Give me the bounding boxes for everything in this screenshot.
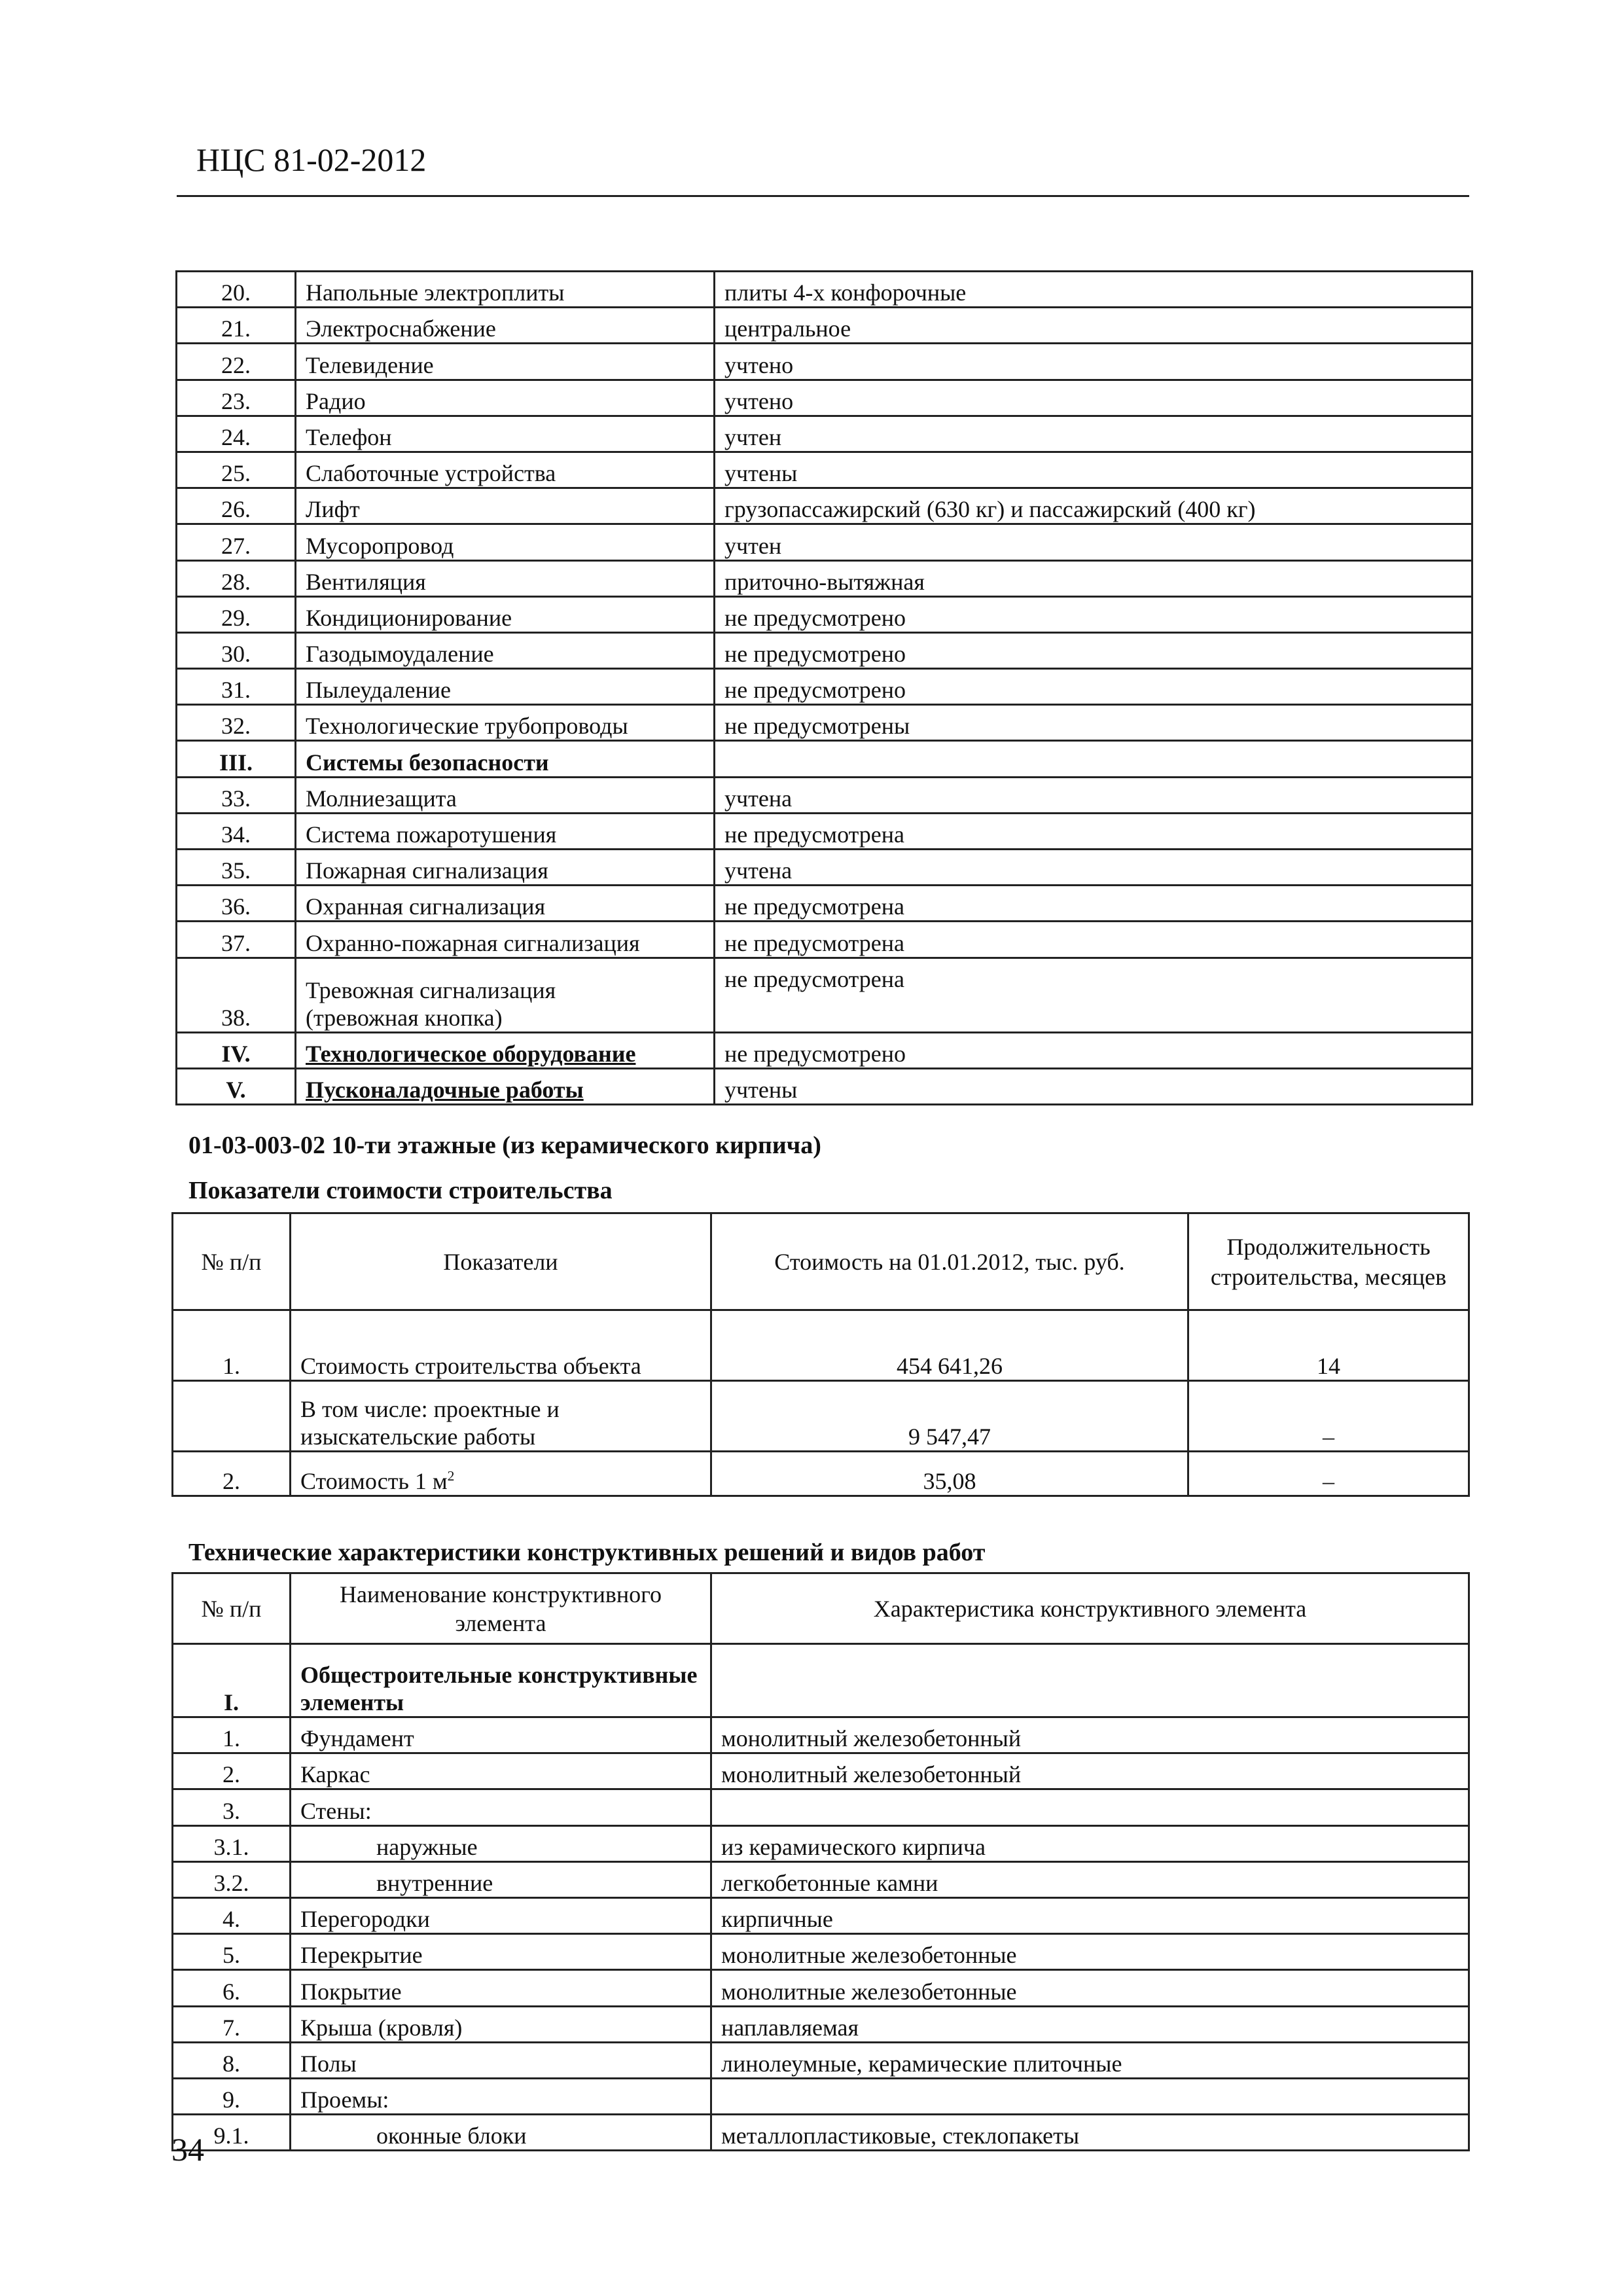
row-value: не предусмотрены	[715, 705, 1472, 741]
section-name: Пусконаладочные работы	[296, 1068, 715, 1104]
page-number: 34	[171, 2131, 204, 2168]
row-number: 34.	[177, 813, 296, 849]
row-name: Перекрытие	[291, 1934, 711, 1970]
row-value: учтены	[715, 452, 1472, 488]
row-number: 8.	[173, 2042, 291, 2078]
row-cost: 454 641,26	[711, 1310, 1188, 1381]
table-row	[177, 705, 1472, 741]
header-name: Наименование конструктивного элемента	[291, 1573, 711, 1644]
row-name: Радио	[296, 380, 715, 416]
table-row	[177, 669, 1472, 705]
header-number: № п/п	[173, 1213, 291, 1310]
row-value	[711, 1644, 1469, 1717]
document-code: НЦС 81-02-2012	[196, 141, 427, 178]
indicator-text: Стоимость 1 м	[300, 1468, 448, 1494]
row-value: не предусмотрена	[715, 813, 1472, 849]
table-row	[173, 1310, 1469, 1381]
table-row	[177, 488, 1472, 524]
row-name	[296, 958, 715, 1032]
row-number: 4.	[173, 1897, 291, 1933]
table-row	[177, 886, 1472, 922]
row-value: легкобетонные камни	[711, 1861, 1469, 1897]
row-name: Пожарная сигнализация	[296, 850, 715, 886]
table-row	[177, 344, 1472, 380]
row-name: Лифт	[296, 488, 715, 524]
row-value: не предусмотрена	[715, 958, 1472, 1032]
section-row	[173, 1644, 1469, 1717]
row-number: 30.	[177, 632, 296, 668]
row-value: плиты 4-х конфорочные	[715, 272, 1472, 308]
row-number: 6.	[173, 1970, 291, 2006]
row-value: линолеумные, керамические плиточные	[711, 2042, 1469, 2078]
row-cost: 9 547,47	[711, 1381, 1188, 1452]
row-value: наплавляемая	[711, 2006, 1469, 2042]
section-row	[177, 1068, 1472, 1104]
section-name: Технологическое оборудование	[296, 1032, 715, 1068]
table-row	[177, 560, 1472, 596]
row-value: учтен	[715, 524, 1472, 560]
row-value: металлопластиковые, стеклопакеты	[711, 2115, 1469, 2151]
row-value: не предусмотрено	[715, 669, 1472, 705]
row-name: Телефон	[296, 416, 715, 452]
row-value: учтено	[715, 380, 1472, 416]
row-name: Охранно-пожарная сигнализация	[296, 922, 715, 958]
row-name: Стены:	[291, 1789, 711, 1825]
row-number: 31.	[177, 669, 296, 705]
row-number	[173, 1381, 291, 1452]
row-number: 25.	[177, 452, 296, 488]
row-number: 9.1.	[173, 2115, 291, 2151]
header-indicator: Показатели	[291, 1213, 711, 1310]
row-name: Пылеудаление	[296, 669, 715, 705]
table-row	[177, 813, 1472, 849]
row-number: 22.	[177, 344, 296, 380]
row-number: 37.	[177, 922, 296, 958]
row-name: Молниезащита	[296, 777, 715, 813]
row-value: грузопассажирский (630 кг) и пассажирский (400 кг)	[715, 488, 1472, 524]
row-name-line: (тревожная кнопка)	[306, 1004, 503, 1031]
row-value: монолитный железобетонный	[711, 1717, 1469, 1753]
row-value: не предусмотрена	[715, 886, 1472, 922]
row-name: Фундамент	[291, 1717, 711, 1753]
row-name: Технологические трубопроводы	[296, 705, 715, 741]
table-row	[177, 416, 1472, 452]
table-header-row	[173, 1213, 1469, 1310]
table-row	[177, 850, 1472, 886]
table-row	[177, 922, 1472, 958]
row-number: 2.	[173, 1753, 291, 1789]
table-row	[177, 308, 1472, 344]
row-duration: –	[1188, 1452, 1469, 1496]
table-row	[173, 1970, 1469, 2006]
row-name: Покрытие	[291, 1970, 711, 2006]
row-value: не предусмотрена	[715, 922, 1472, 958]
superscript: 2	[447, 1468, 455, 1484]
row-number: 23.	[177, 380, 296, 416]
row-value: не предусмотрено	[715, 632, 1472, 668]
row-number: 28.	[177, 560, 296, 596]
table-row	[177, 777, 1472, 813]
row-number: 24.	[177, 416, 296, 452]
row-number: 3.1.	[173, 1825, 291, 1861]
row-name: Вентиляция	[296, 560, 715, 596]
row-duration: 14	[1188, 1310, 1469, 1381]
row-indicator: В том числе: проектные и изыскательские работы	[291, 1381, 711, 1452]
row-name: Электроснабжение	[296, 308, 715, 344]
table-row	[173, 1861, 1469, 1897]
row-number: 9.	[173, 2078, 291, 2114]
table-row	[173, 2078, 1469, 2114]
table-row	[177, 632, 1472, 668]
row-number: 3.2.	[173, 1861, 291, 1897]
row-name: Перегородки	[291, 1897, 711, 1933]
row-value	[711, 2078, 1469, 2114]
row-name: наружные	[291, 1825, 711, 1861]
row-number: 20.	[177, 272, 296, 308]
row-duration: –	[1188, 1381, 1469, 1452]
table-row	[173, 1897, 1469, 1933]
row-number: 5.	[173, 1934, 291, 1970]
section-title: 01-03-003-02 10-ти этажные (из керамического кирпича)	[188, 1132, 821, 1159]
row-value: учтена	[715, 850, 1472, 886]
row-name: внутренние	[291, 1861, 711, 1897]
row-cost: 35,08	[711, 1452, 1188, 1496]
row-name: оконные блоки	[291, 2115, 711, 2151]
section-number: V.	[177, 1068, 296, 1104]
row-name: Телевидение	[296, 344, 715, 380]
row-number: 36.	[177, 886, 296, 922]
row-number: 38.	[177, 958, 296, 1032]
row-name: Газодымоудаление	[296, 632, 715, 668]
row-indicator: Стоимость строительства объекта	[291, 1310, 711, 1381]
row-name: Система пожаротушения	[296, 813, 715, 849]
table-row	[173, 1934, 1469, 1970]
row-name: Полы	[291, 2042, 711, 2078]
header-rule	[177, 195, 1469, 197]
row-value: из керамического кирпича	[711, 1825, 1469, 1861]
row-name: Крыша (кровля)	[291, 2006, 711, 2042]
table-row	[173, 1717, 1469, 1753]
table-row	[177, 380, 1472, 416]
table-header-row	[173, 1573, 1469, 1644]
row-value: монолитные железобетонные	[711, 1970, 1469, 2006]
row-number: 27.	[177, 524, 296, 560]
row-number: 32.	[177, 705, 296, 741]
table-row	[173, 2042, 1469, 2078]
row-value: кирпичные	[711, 1897, 1469, 1933]
row-name: Слаботочные устройства	[296, 452, 715, 488]
cost-table-title: Показатели стоимости строительства	[188, 1177, 613, 1204]
row-value: учтены	[715, 1068, 1472, 1104]
row-name-line: Тревожная сигнализация	[306, 977, 556, 1003]
section-number: IV.	[177, 1032, 296, 1068]
row-value: монолитные железобетонные	[711, 1934, 1469, 1970]
row-number: 33.	[177, 777, 296, 813]
row-value	[715, 741, 1472, 777]
row-value: приточно-вытяжная	[715, 560, 1472, 596]
row-number: 29.	[177, 596, 296, 632]
section-number: III.	[177, 741, 296, 777]
row-indicator	[291, 1452, 711, 1496]
row-value: учтена	[715, 777, 1472, 813]
table-row	[177, 272, 1472, 308]
row-value: не предусмотрено	[715, 1032, 1472, 1068]
row-value: учтен	[715, 416, 1472, 452]
row-number: 2.	[173, 1452, 291, 1496]
section-number: I.	[173, 1644, 291, 1717]
table-row	[177, 452, 1472, 488]
row-name: Напольные электроплиты	[296, 272, 715, 308]
section-name: Общестроительные конструктивные элементы	[291, 1644, 711, 1717]
table-row	[173, 1381, 1469, 1452]
table-row	[177, 958, 1472, 1032]
row-name: Мусоропровод	[296, 524, 715, 560]
row-number: 1.	[173, 1310, 291, 1381]
row-number: 1.	[173, 1717, 291, 1753]
row-name: Каркас	[291, 1753, 711, 1789]
section-name: Системы безопасности	[296, 741, 715, 777]
row-value: не предусмотрено	[715, 596, 1472, 632]
table-row	[173, 1753, 1469, 1789]
tech-characteristics-table	[171, 1572, 1470, 2151]
table-row	[173, 2006, 1469, 2042]
engineering-systems-table	[175, 270, 1473, 1105]
row-number: 26.	[177, 488, 296, 524]
row-number: 21.	[177, 308, 296, 344]
table-row	[173, 1825, 1469, 1861]
table-row	[177, 596, 1472, 632]
row-name: Кондиционирование	[296, 596, 715, 632]
row-value: учтено	[715, 344, 1472, 380]
header-cost: Стоимость на 01.01.2012, тыс. руб.	[711, 1213, 1188, 1310]
header-value: Характеристика конструктивного элемента	[711, 1573, 1469, 1644]
row-number: 35.	[177, 850, 296, 886]
row-name: Проемы:	[291, 2078, 711, 2114]
header-duration: Продолжительность строительства, месяцев	[1188, 1213, 1469, 1310]
table-row	[173, 2115, 1469, 2151]
table-row	[173, 1789, 1469, 1825]
row-value: монолитный железобетонный	[711, 1753, 1469, 1789]
section-row	[177, 1032, 1472, 1068]
row-name: Охранная сигнализация	[296, 886, 715, 922]
row-value: центральное	[715, 308, 1472, 344]
row-number: 3.	[173, 1789, 291, 1825]
table-row	[173, 1452, 1469, 1496]
row-number: 7.	[173, 2006, 291, 2042]
row-value	[711, 1789, 1469, 1825]
cost-table	[171, 1212, 1470, 1497]
tech-table-title: Технические характеристики конструктивных решений и видов работ	[188, 1539, 986, 1566]
section-row	[177, 741, 1472, 777]
table-row	[177, 524, 1472, 560]
header-number: № п/п	[173, 1573, 291, 1644]
